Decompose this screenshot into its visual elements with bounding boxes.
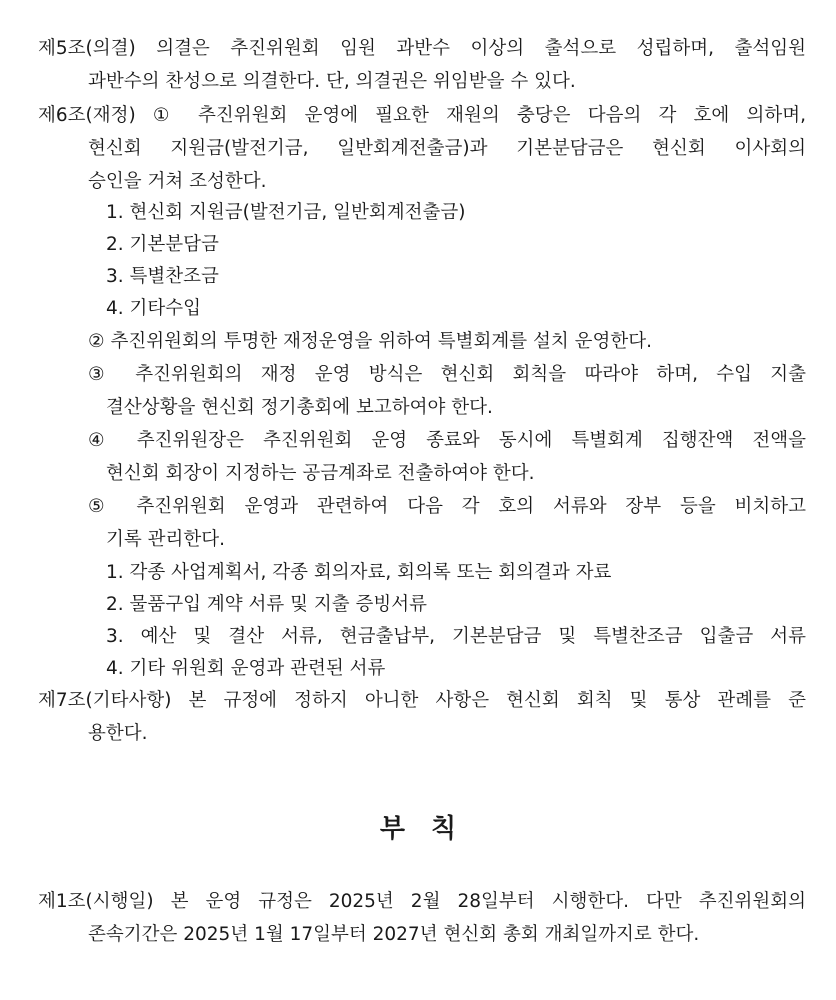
article-6-paragraph-4-line-2: 현신회 회장이 지정하는 공금계좌로 전출하여야 한다.: [106, 463, 535, 484]
article-5-line-1: 제5조(의결) 의결은 추진위원회 임원 과반수 이상의 출석으로 성립하며, 출석임원: [38, 38, 806, 59]
article-6-paragraph-4-line-1: ④ 추진위원장은 추진위원회 운영 종료와 동시에 특별회계 집행잔액 전액을: [88, 430, 806, 451]
article-6-paragraph-5-line-2: 기록 관리한다.: [106, 529, 225, 550]
list-item: 4. 기타 위원회 운영과 관련된 서류: [106, 658, 386, 679]
addenda-title: 부칙: [379, 814, 483, 844]
addenda-article-1-line-2: 존속기간은 2025년 1월 17일부터 2027년 현신회 총회 개최일까지로 한다.: [88, 924, 700, 945]
article-6-line-3: 승인을 거쳐 조성한다.: [88, 171, 267, 192]
article-6-paragraph-3-line-2: 결산상황을 현신회 정기총회에 보고하여야 한다.: [106, 397, 493, 418]
article-6-line-2: 현신회 지원금(발전기금, 일반회계전출금)과 기본분담금은 현신회 이사회의: [88, 138, 806, 159]
addenda-article-1-line-1: 제1조(시행일) 본 운영 규정은 2025년 2월 28일부터 시행한다. 다만 추진위원회의: [38, 891, 806, 912]
article-6-paragraph-5-line-1: ⑤ 추진위원회 운영과 관련하여 다음 각 호의 서류와 장부 등을 비치하고: [88, 496, 806, 517]
list-item: 1. 각종 사업계획서, 각종 회의자료, 회의록 또는 회의결과 자료: [106, 562, 612, 583]
list-item: 3. 특별찬조금: [106, 266, 219, 287]
article-6-paragraph-2: ② 추진위원회의 투명한 재정운영을 위하여 특별회계를 설치 운영한다.: [88, 331, 653, 352]
list-item: 4. 기타수입: [106, 298, 202, 319]
article-6-line-1: 제6조(재정) ① 추진위원회 운영에 필요한 재원의 충당은 다음의 각 호에 의하며,: [38, 105, 806, 126]
article-5-line-2: 과반수의 찬성으로 의결한다. 단, 의결권은 위임받을 수 있다.: [88, 71, 576, 92]
article-7-line-1: 제7조(기타사항) 본 규정에 정하지 아니한 사항은 현신회 회칙 및 통상 관례를 준: [38, 690, 806, 711]
article-6-paragraph-3-line-1: ③ 추진위원회의 재정 운영 방식은 현신회 회칙을 따라야 하며, 수입 지출: [88, 364, 806, 385]
list-item: 3. 예산 및 결산 서류, 현금출납부, 기본분담금 및 특별찬조금 입출금 서류: [106, 626, 806, 647]
list-item: 2. 물품구입 계약 서류 및 지출 증빙서류: [106, 594, 428, 615]
article-7-line-2: 용한다.: [88, 723, 148, 744]
list-item: 2. 기본분담금: [106, 234, 219, 255]
list-item: 1. 현신회 지원금(발전기금, 일반회계전출금): [106, 202, 466, 223]
